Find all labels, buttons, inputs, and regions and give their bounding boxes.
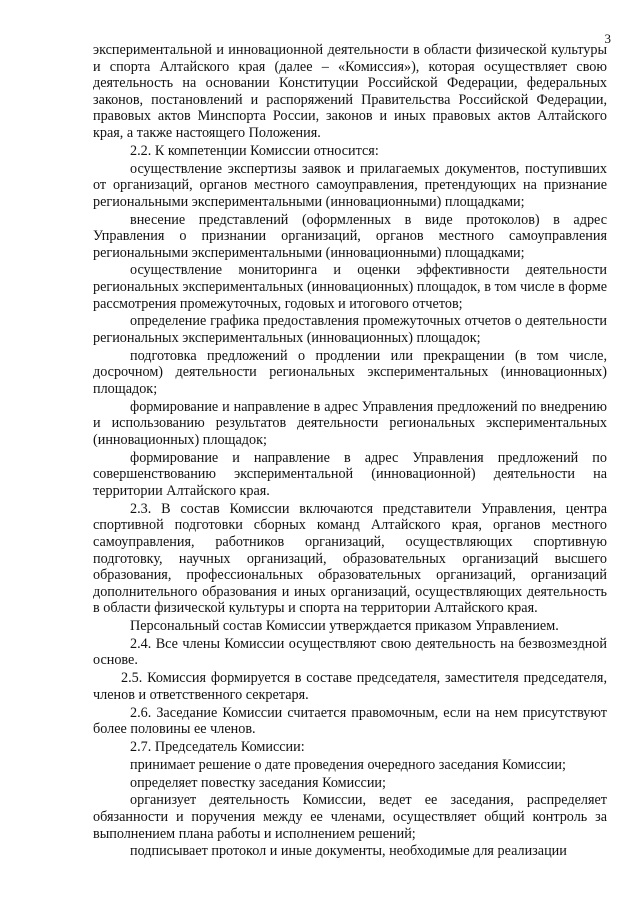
paragraph-chair-signs: подписывает протокол и иные документы, необходимые для реализации (130, 843, 567, 860)
document-body (93, 42, 607, 861)
paragraph-2-6: 2.6. Заседание Комиссии считается правомочным, если на нем присутствуют более половины ее членов. (93, 704, 607, 738)
paragraph-competence-monitoring: осуществление мониторинга и оценки эффективности деятельности региональных экспериментальных (инновационных) площадок, в том числе в форме рассмотрения промежуточных, годовых и итогового отчетов; (93, 262, 607, 312)
paragraph-competence-improvement: формирование и направление в адрес Управления предложений по совершенствованию экспериментальной (инновационной) деятельности на территории Алтайского края. (93, 449, 607, 499)
paragraph-2-4: 2.4. Все члены Комиссии осуществляют свою деятельность на безвозмездной основе. (93, 635, 607, 669)
paragraph-2-3-composition: 2.3. В состав Комиссии включаются представители Управления, центра спортивной подготовки сборных команд Алтайского края, органов местного самоуправления, работников организаций, осуществляющих спортивную подготовку, научных организаций, образовательных организаций высшего образования, профессиональных образовательных организаций, организаций дополнительного образования и иных организаций, осуществляющих деятельность в области физической культуры и спорта на территории Алтайского края. (93, 500, 607, 617)
paragraph-continuation: экспериментальной и инновационной деятельности в области физической культуры и спорта Алтайского края (далее – «Комиссия»), которая осуществляет свою деятельность на основании Конституции Российской Федерации, федеральных законов, постановлений и распоряжений Правительства Российской Федерации, правовых актов Минспорта России, законов и иных правовых актов Алтайского края, а также настоящего Положения. (93, 42, 607, 141)
paragraph-competence-schedule: определение графика предоставления промежуточных отчетов о деятельности региональных экспериментальных (инновационных) площадок; (93, 313, 607, 347)
paragraph-competence-implementation: формирование и направление в адрес Управления предложений по внедрению и использованию результатов деятельности региональных экспериментальных (инновационных) площадок; (93, 398, 607, 448)
paragraph-chair-agenda: определяет повестку заседания Комиссии; (130, 774, 386, 791)
paragraph-2-7-heading: 2.7. Председатель Комиссии: (130, 738, 305, 755)
paragraph-2-5: 2.5. Комиссия формируется в составе председателя, заместителя председателя, членов и ответственного секретаря. (93, 670, 607, 703)
paragraph-2-2-heading: 2.2. К компетенции Комиссии относится: (130, 142, 379, 159)
paragraph-competence-submissions: внесение представлений (оформленных в виде протоколов) в адрес Управления о признании организаций, органов местного самоуправления региональными экспериментальными (инновационными) площадками; (93, 211, 607, 261)
page-number: 3 (604, 31, 611, 46)
paragraph-personal-composition: Персональный состав Комиссии утверждается приказом Управлением. (130, 618, 559, 635)
paragraph-chair-organizes: организует деятельность Комиссии, ведет ее заседания, распределяет обязанности и поручения между ее членами, осуществляет общий контроль за выполнением плана работы и исполнением решений; (93, 792, 607, 842)
paragraph-chair-date: принимает решение о дате проведения очередного заседания Комиссии; (130, 756, 566, 773)
paragraph-competence-expertise: осуществление экспертизы заявок и прилагаемых документов, поступивших от организаций, органов местного самоуправления, претендующих на признание региональными экспериментальными (инновационными) площадками; (93, 160, 607, 210)
paragraph-competence-extension: подготовка предложений о продлении или прекращении (в том числе, досрочном) деятельности региональных экспериментальных (инновационных) площадок; (93, 347, 607, 397)
